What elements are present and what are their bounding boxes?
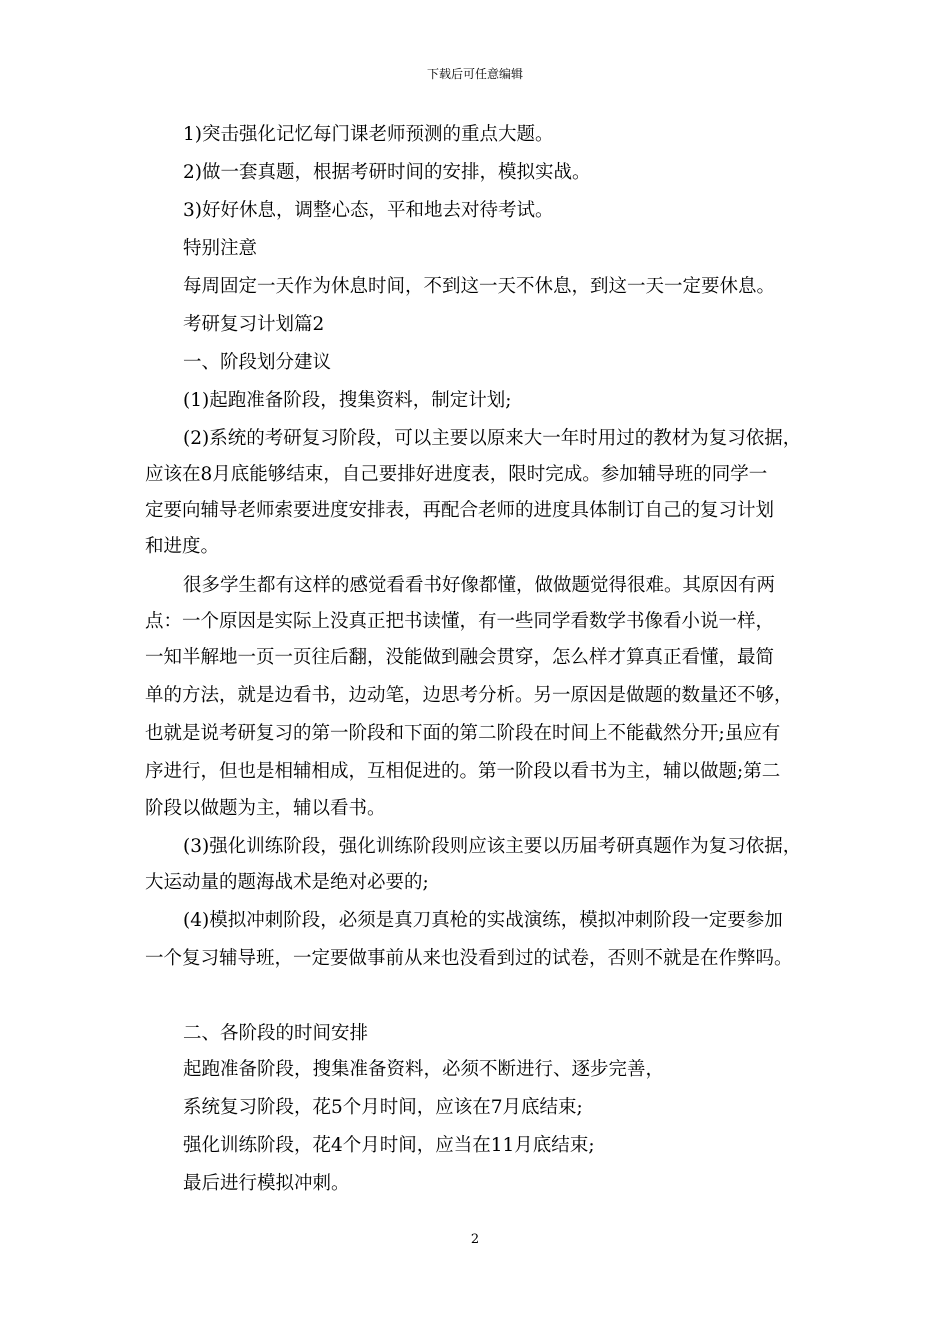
text-line: 应该在8月底能够结束，自己要排好进度表，限时完成。参加辅导班的同学一 (145, 464, 768, 485)
text-line: 特别注意 (183, 238, 258, 259)
text-line: 1)突击强化记忆每门课老师预测的重点大题。 (183, 124, 554, 145)
text-line: 定要向辅导老师索要进度安排表，再配合老师的进度具体制订自己的复习计划 (145, 500, 775, 521)
text-line: 单的方法，就是边看书，边动笔，边思考分析。另一原因是做题的数量还不够， (145, 685, 793, 706)
text-line: 很多学生都有这样的感觉看看书好像都懂，做做题觉得很难。其原因有两 (183, 575, 776, 596)
text-line: 起跑准备阶段，搜集准备资料，必须不断进行、逐步完善， (183, 1059, 665, 1080)
text-line: 最后进行模拟冲刺。 (183, 1173, 350, 1194)
text-line: 序进行，但也是相辅相成，互相促进的。第一阶段以看书为主，辅以做题;第二 (145, 761, 781, 782)
page-number: 2 (470, 1232, 480, 1247)
text-line: 系统复习阶段，花5个月时间，应该在7月底结束; (183, 1097, 583, 1118)
text-line: 阶段以做题为主，辅以看书。 (145, 798, 386, 819)
section-title: 考研复习计划篇2 (183, 314, 325, 335)
section-heading: 二、各阶段的时间安排 (183, 1023, 369, 1044)
text-line: 2)做一套真题，根据考研时间的安排，模拟实战。 (183, 162, 591, 183)
text-line: 点：一个原因是实际上没真正把书读懂，有一些同学看数学书像看小说一样， (145, 611, 775, 632)
text-line: (4)模拟冲刺阶段，必须是真刀真枪的实战演练，模拟冲刺阶段一定要参加 (183, 910, 783, 931)
text-line: 一个复习辅导班，一定要做事前从来也没看到过的试卷，否则不就是在作弊吗。 (145, 948, 793, 969)
text-line: 也就是说考研复习的第一阶段和下面的第二阶段在时间上不能截然分开;虽应有 (145, 723, 781, 744)
text-line: 3)好好休息，调整心态，平和地去对待考试。 (183, 200, 554, 221)
text-line: 强化训练阶段，花4个月时间，应当在11月底结束; (183, 1135, 595, 1156)
text-line: 一知半解地一页一页往后翻，没能做到融会贯穿，怎么样才算真正看懂，最简 (145, 647, 775, 668)
text-line: 大运动量的题海战术是绝对必要的; (145, 872, 429, 893)
text-line: 每周固定一天作为休息时间，不到这一天不休息，到这一天一定要休息。 (183, 276, 776, 297)
text-line: 和进度。 (145, 536, 220, 557)
text-line: (3)强化训练阶段，强化训练阶段则应该主要以历届考研真题作为复习依据， (183, 836, 802, 857)
text-line: (1)起跑准备阶段，搜集资料，制定计划; (183, 390, 512, 411)
page-header: 下载后可任意编辑 (426, 67, 523, 81)
section-heading: 一、阶段划分建议 (183, 352, 332, 373)
text-line: (2)系统的考研复习阶段，可以主要以原来大一年时用过的教材为复习依据， (183, 428, 802, 449)
